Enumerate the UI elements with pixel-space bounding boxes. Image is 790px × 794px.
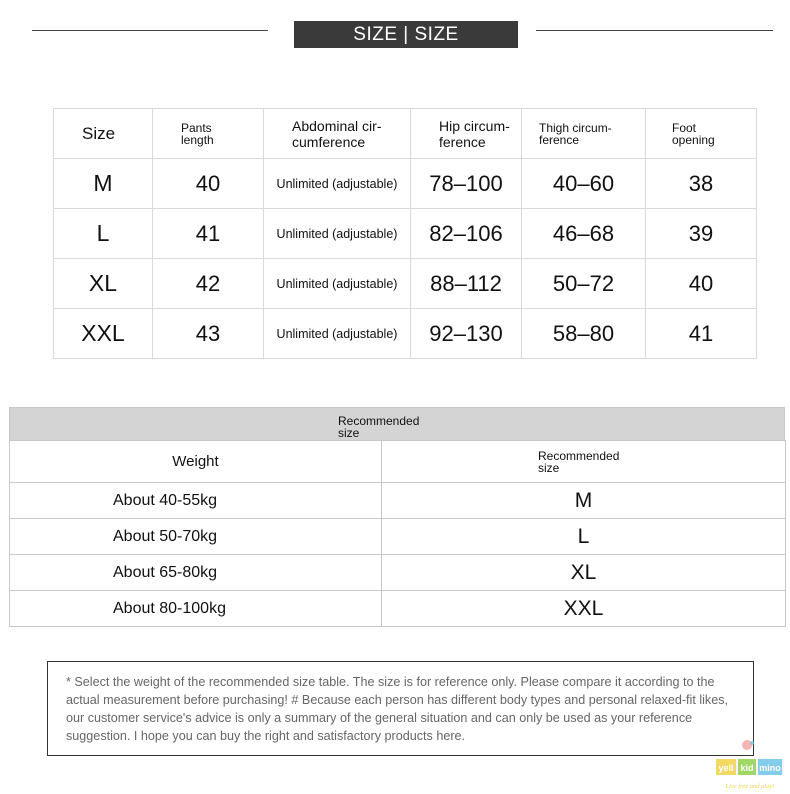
table-row xyxy=(10,591,786,627)
recommended-size-header: Recommended size xyxy=(382,441,786,483)
pants-length-cell: 41 xyxy=(153,209,264,259)
recommended-title: Recommended size xyxy=(338,414,420,440)
header-rule-right xyxy=(536,30,773,31)
svg-text:mino: mino xyxy=(759,763,781,773)
recommended-title-bar xyxy=(9,407,785,440)
header-rule-left xyxy=(32,30,268,31)
weight-cell: About 80-100kg xyxy=(10,591,382,627)
header-hip: Hip circum- ference xyxy=(411,109,522,159)
abdominal-cell: Unlimited (adjustable) xyxy=(264,209,411,259)
hip-cell: 88–112 xyxy=(411,259,522,309)
table-row xyxy=(54,159,757,209)
hip-cell: 82–106 xyxy=(411,209,522,259)
pants-length-cell: 42 xyxy=(153,259,264,309)
size-cell: M xyxy=(54,159,153,209)
table-row xyxy=(10,519,786,555)
pants-length-cell: 40 xyxy=(153,159,264,209)
table-row xyxy=(10,483,786,519)
disclaimer-note: * Select the weight of the recommended size table. The size is for reference only. Please compare it according to the actual measurement before purchasing! # Because each person has different body types and personal relaxed-fit likes, our customer service's advice is only a summary of the general situation and can only be used as your reference suggestion. I hope you can buy the right and satisfactory products here. xyxy=(47,661,754,756)
weight-cell: About 50-70kg xyxy=(10,519,382,555)
foot-opening-cell: 38 xyxy=(646,159,757,209)
recommended-header-row xyxy=(10,441,786,483)
header-pants-length: Pants length xyxy=(153,109,264,159)
recommended-table xyxy=(9,440,786,627)
weight-cell: About 65-80kg xyxy=(10,555,382,591)
brand-logo-icon xyxy=(714,737,786,792)
recommended-size-cell: XXL xyxy=(382,591,786,627)
foot-opening-cell: 39 xyxy=(646,209,757,259)
table-row xyxy=(54,209,757,259)
thigh-cell: 50–72 xyxy=(522,259,646,309)
size-table xyxy=(53,108,757,359)
thigh-cell: 40–60 xyxy=(522,159,646,209)
size-cell: L xyxy=(54,209,153,259)
recommended-size-cell: L xyxy=(382,519,786,555)
header-abdominal: Abdominal cir- cumference xyxy=(264,109,411,159)
abdominal-cell: Unlimited (adjustable) xyxy=(264,309,411,359)
weight-cell: About 40-55kg xyxy=(10,483,382,519)
size-table-header-row xyxy=(54,109,757,159)
foot-opening-cell: 40 xyxy=(646,259,757,309)
thigh-cell: 46–68 xyxy=(522,209,646,259)
hip-cell: 92–130 xyxy=(411,309,522,359)
weight-header: Weight xyxy=(10,441,382,483)
table-row xyxy=(54,259,757,309)
abdominal-cell: Unlimited (adjustable) xyxy=(264,259,411,309)
header-size: Size xyxy=(54,109,153,159)
abdominal-cell: Unlimited (adjustable) xyxy=(264,159,411,209)
size-cell: XXL xyxy=(54,309,153,359)
thigh-cell: 58–80 xyxy=(522,309,646,359)
recommended-size-cell: M xyxy=(382,483,786,519)
foot-opening-cell: 41 xyxy=(646,309,757,359)
header-foot-opening: Foot opening xyxy=(646,109,757,159)
table-row xyxy=(10,555,786,591)
svg-text:Live free and play!: Live free and play! xyxy=(725,783,775,790)
recommended-size-cell: XL xyxy=(382,555,786,591)
table-row xyxy=(54,309,757,359)
recommended-size-section xyxy=(9,407,785,627)
svg-text:yell: yell xyxy=(718,763,734,773)
size-cell: XL xyxy=(54,259,153,309)
hip-cell: 78–100 xyxy=(411,159,522,209)
pants-length-cell: 43 xyxy=(153,309,264,359)
header-thigh: Thigh circum- ference xyxy=(522,109,646,159)
page-title: SIZE | SIZE xyxy=(294,21,518,48)
svg-text:kid: kid xyxy=(740,763,754,773)
